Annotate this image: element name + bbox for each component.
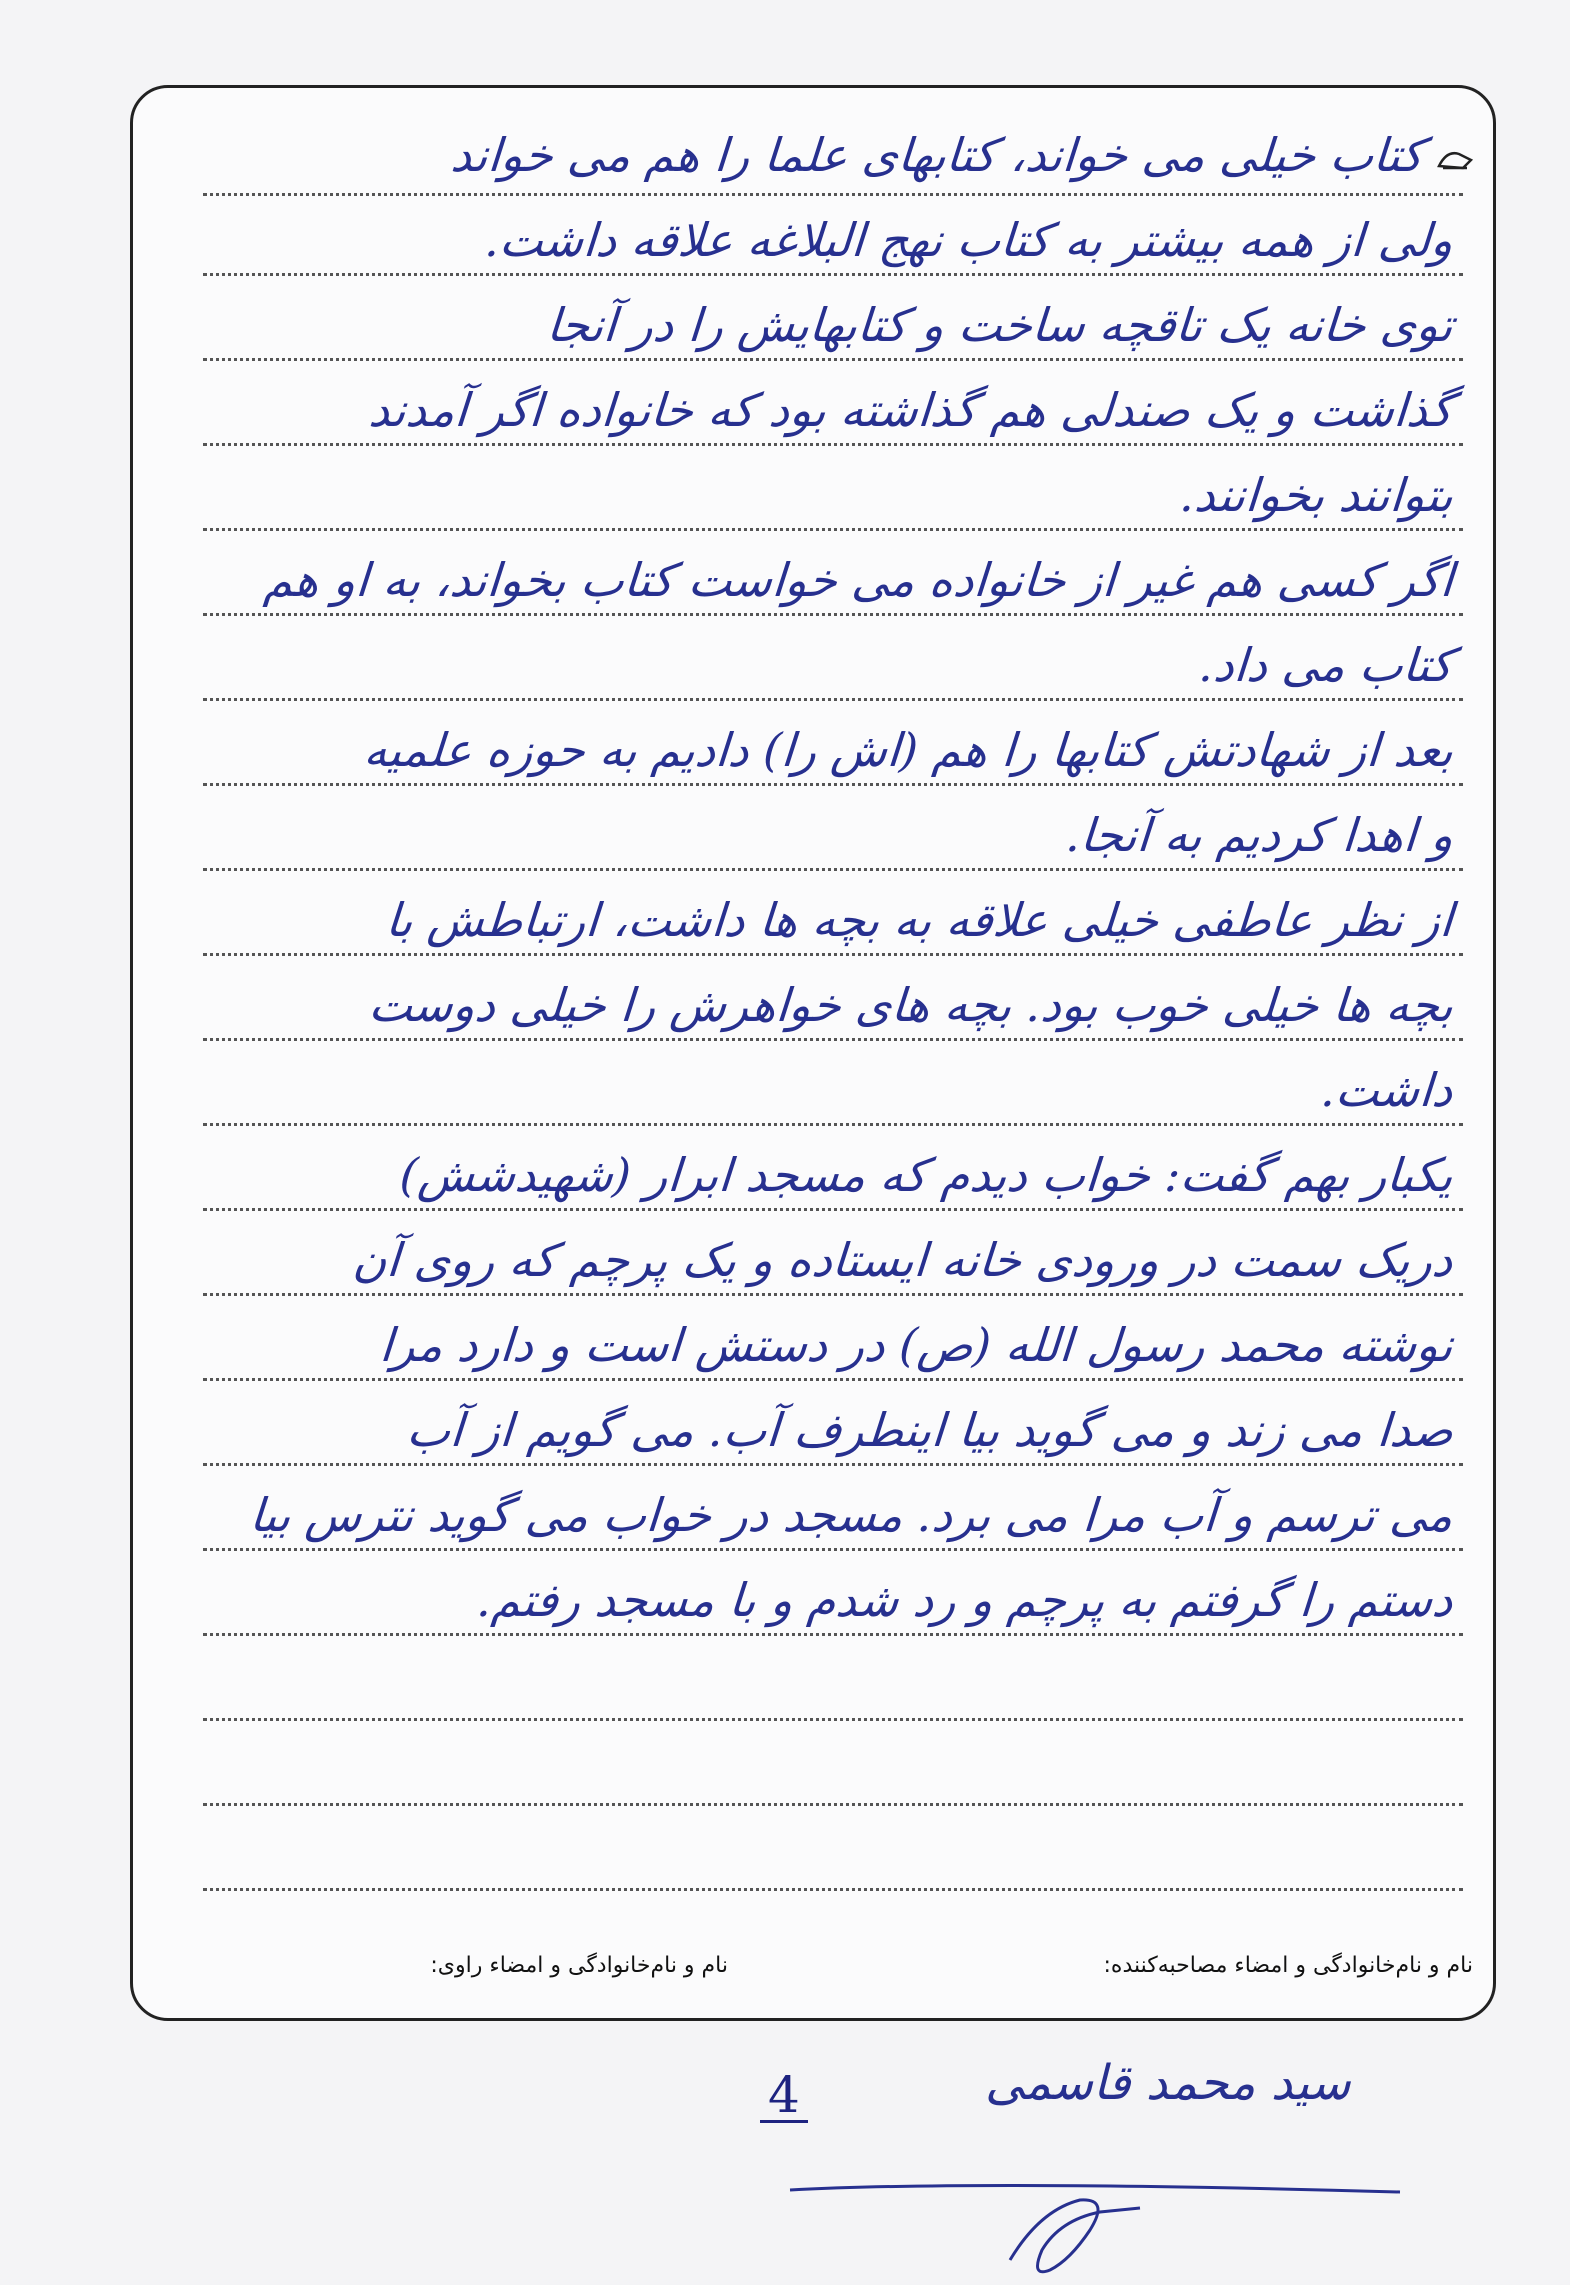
dotted-rule <box>203 1293 1463 1296</box>
dotted-rule <box>203 193 1463 196</box>
handwritten-line: و اهدا کردیم به آنجا. <box>1063 808 1455 862</box>
handwritten-line: بچه ها خیلی خوب بود. بچه های خواهرش را خیلی دوست <box>366 978 1455 1032</box>
dotted-rule <box>203 1888 1463 1891</box>
handwritten-line: کتاب خیلی می خواند، کتابهای علما را هم می خواند <box>448 128 1425 182</box>
dotted-rule <box>203 1038 1463 1041</box>
dotted-rule <box>203 1718 1463 1721</box>
dotted-rule <box>203 1803 1463 1806</box>
handwritten-line: دستم را گرفتم به پرچم و رد شدم و با مسجد رفتم. <box>475 1573 1455 1627</box>
dotted-rule <box>203 953 1463 956</box>
dotted-rule <box>203 273 1463 276</box>
handwritten-line: کتاب می داد. <box>1197 638 1455 692</box>
dotted-rule <box>203 528 1463 531</box>
interviewer-signature-label: نام و نام‌خانوادگی و امضاء مصاحبه‌کننده: <box>1103 1953 1473 1978</box>
handwritten-signature-name: سید محمد قاسمی <box>985 2055 1351 2111</box>
page-number: 4 <box>760 2070 808 2123</box>
handwritten-line: اگر کسی هم غیر از خانواده می خواست کتاب بخواند، به او هم <box>261 553 1455 607</box>
form-sheet <box>130 85 1496 2021</box>
dotted-rule <box>203 1123 1463 1126</box>
handwritten-line: نوشته محمد رسول الله (ص) در دستش است و دارد مرا <box>378 1318 1455 1372</box>
dotted-rule <box>203 783 1463 786</box>
handwritten-line: می ترسم و آب مرا می برد. مسجد در خواب می گوید نترس بیا <box>248 1488 1455 1542</box>
handwritten-line: بعد از شهادتش کتابها را هم (اش را) دادیم به حوزه علمیه <box>361 723 1455 777</box>
ruled-lines <box>173 88 1463 2018</box>
handwritten-line: بتوانند بخوانند. <box>1177 468 1455 522</box>
handwritten-line: داشت. <box>1319 1063 1455 1117</box>
dotted-rule <box>203 1208 1463 1211</box>
dotted-rule <box>203 1633 1463 1636</box>
dotted-rule <box>203 698 1463 701</box>
narrator-signature-label: نام و نام‌خانوادگی و امضاء راوی: <box>430 1953 728 1978</box>
handwritten-line: صدا می زند و می گوید بیا اینطرف آب. می گویم از آب <box>404 1403 1455 1457</box>
dotted-rule <box>203 1548 1463 1551</box>
handwritten-line: ولی از همه بیشتر به کتاب نهج البلاغه علاقه داشت. <box>483 213 1455 267</box>
dotted-rule <box>203 868 1463 871</box>
dotted-rule <box>203 1378 1463 1381</box>
signature-scribble <box>780 2150 1420 2280</box>
handwritten-line: دریک سمت در ورودی خانه ایستاده و یک پرچم که روی آن <box>351 1233 1455 1287</box>
handwritten-line: از نظر عاطفی خیلی علاقه به بچه ها داشت، ارتباطش با <box>384 893 1455 947</box>
dotted-rule <box>203 1463 1463 1466</box>
handwritten-line: یکبار بهم گفت: خواب دیدم که مسجد ابرار (شهیدشش) <box>398 1148 1455 1202</box>
dotted-rule <box>203 443 1463 446</box>
handwritten-line: گذاشت و یک صندلی هم گذاشته بود که خانواده اگر آمدند <box>367 383 1455 437</box>
handwritten-line: توی خانه یک تاقچه ساخت و کتابهایش را در آنجا <box>545 298 1455 352</box>
dotted-rule <box>203 358 1463 361</box>
dotted-rule <box>203 613 1463 616</box>
